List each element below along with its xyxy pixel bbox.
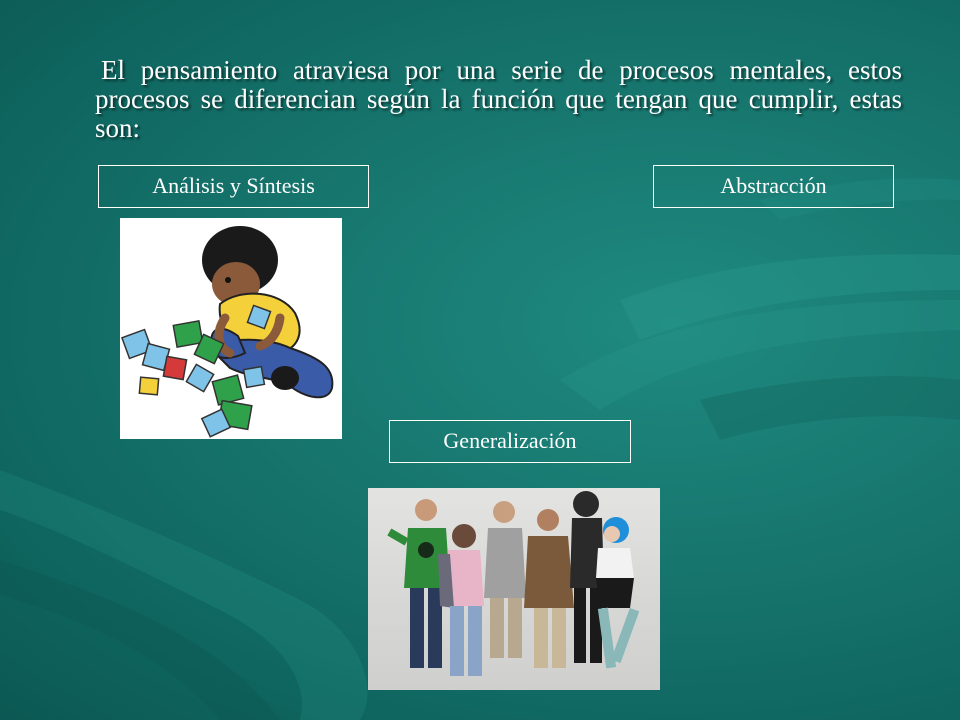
group-of-teenagers-photo xyxy=(368,488,660,690)
puzzle-child-illustration xyxy=(120,218,342,439)
intro-paragraph: El pensamiento atraviesa por una serie de procesos mentales, estos procesos se diferencian según la función que tengan que cumplir, estas son: xyxy=(95,55,902,143)
label-analisis-sintesis: Análisis y Síntesis xyxy=(98,165,369,208)
label-generalizacion: Generalización xyxy=(389,420,631,463)
label-abstraccion: Abstracción xyxy=(653,165,894,208)
